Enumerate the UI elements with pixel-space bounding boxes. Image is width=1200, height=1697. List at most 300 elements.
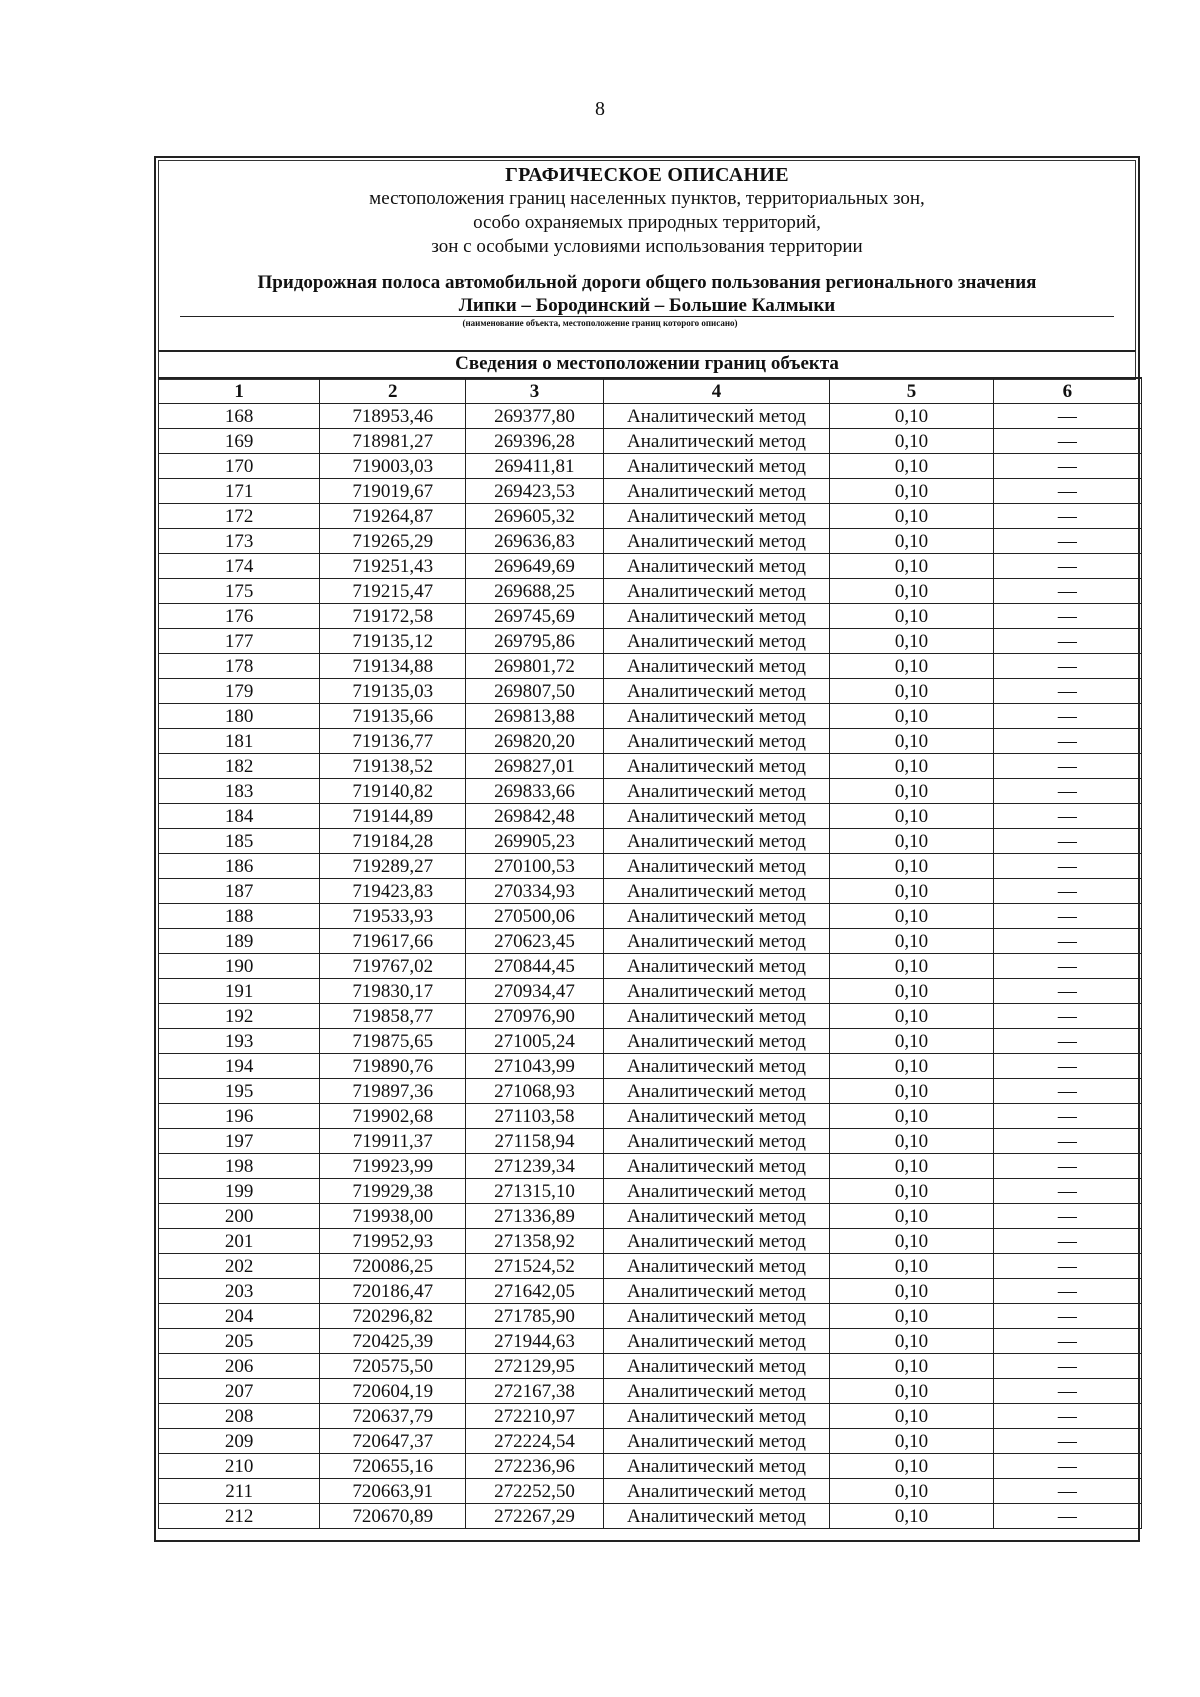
method-cell: Аналитический метод [603,754,830,779]
method-cell: Аналитический метод [603,1004,830,1029]
accuracy-cell: 0,10 [830,1154,993,1179]
point-number-cell: 193 [159,1029,320,1054]
table-row [159,1454,1142,1479]
x-coordinate-cell: 719184,28 [320,829,466,854]
accuracy-cell: 0,10 [830,704,993,729]
description-cell: — [993,704,1141,729]
point-number-cell: 177 [159,629,320,654]
x-coordinate-cell: 719830,17 [320,979,466,1004]
accuracy-cell: 0,10 [830,754,993,779]
description-cell: — [993,1504,1141,1529]
description-cell: — [993,729,1141,754]
y-coordinate-cell: 271239,34 [466,1154,603,1179]
accuracy-cell: 0,10 [830,929,993,954]
point-number-cell: 171 [159,479,320,504]
point-number-cell: 209 [159,1429,320,1454]
description-cell: — [993,579,1141,604]
method-cell: Аналитический метод [603,404,830,429]
description-cell: — [993,529,1141,554]
point-number-cell: 211 [159,1479,320,1504]
description-cell: — [993,829,1141,854]
object-name-underline [180,316,1114,317]
accuracy-cell: 0,10 [830,1079,993,1104]
table-row [159,629,1142,654]
point-number-cell: 168 [159,404,320,429]
description-cell: — [993,504,1141,529]
x-coordinate-cell: 719858,77 [320,1004,466,1029]
x-coordinate-cell: 719265,29 [320,529,466,554]
method-cell: Аналитический метод [603,1229,830,1254]
y-coordinate-cell: 270500,06 [466,904,603,929]
accuracy-cell: 0,10 [830,1229,993,1254]
accuracy-cell: 0,10 [830,504,993,529]
method-cell: Аналитический метод [603,929,830,954]
method-cell: Аналитический метод [603,1329,830,1354]
table-row [159,579,1142,604]
y-coordinate-cell: 271103,58 [466,1104,603,1129]
table-row [159,904,1142,929]
table-row [159,1104,1142,1129]
table-row [159,1279,1142,1304]
point-number-cell: 180 [159,704,320,729]
x-coordinate-cell: 719138,52 [320,754,466,779]
accuracy-cell: 0,10 [830,879,993,904]
point-number-cell: 198 [159,1154,320,1179]
table-row [159,979,1142,1004]
y-coordinate-cell: 269423,53 [466,479,603,504]
y-coordinate-cell: 271358,92 [466,1229,603,1254]
table-row [159,654,1142,679]
description-cell: — [993,754,1141,779]
table-row [159,829,1142,854]
description-cell: — [993,429,1141,454]
description-cell: — [993,1379,1141,1404]
description-cell: — [993,654,1141,679]
point-number-cell: 190 [159,954,320,979]
point-number-cell: 178 [159,654,320,679]
point-number-cell: 175 [159,579,320,604]
point-number-cell: 202 [159,1254,320,1279]
accuracy-cell: 0,10 [830,954,993,979]
method-cell: Аналитический метод [603,1454,830,1479]
method-cell: Аналитический метод [603,979,830,1004]
method-cell: Аналитический метод [603,1304,830,1329]
document-header [158,160,1136,380]
method-cell: Аналитический метод [603,479,830,504]
x-coordinate-cell: 720425,39 [320,1329,466,1354]
method-cell: Аналитический метод [603,1129,830,1154]
point-number-cell: 169 [159,429,320,454]
table-row [159,1204,1142,1229]
y-coordinate-cell: 270934,47 [466,979,603,1004]
accuracy-cell: 0,10 [830,1129,993,1154]
description-cell: — [993,1029,1141,1054]
table-body [159,404,1142,1529]
method-cell: Аналитический метод [603,1254,830,1279]
description-cell: — [993,404,1141,429]
table-row [159,1229,1142,1254]
description-cell: — [993,454,1141,479]
y-coordinate-cell: 270334,93 [466,879,603,904]
x-coordinate-cell: 719533,93 [320,904,466,929]
point-number-cell: 200 [159,1204,320,1229]
description-cell: — [993,1404,1141,1429]
table-row [159,1329,1142,1354]
accuracy-cell: 0,10 [830,1004,993,1029]
accuracy-cell: 0,10 [830,1404,993,1429]
table-row [159,479,1142,504]
method-cell: Аналитический метод [603,1354,830,1379]
point-number-cell: 183 [159,779,320,804]
x-coordinate-cell: 719135,12 [320,629,466,654]
description-cell: — [993,1129,1141,1154]
y-coordinate-cell: 269636,83 [466,529,603,554]
method-cell: Аналитический метод [603,654,830,679]
accuracy-cell: 0,10 [830,1329,993,1354]
x-coordinate-cell: 719019,67 [320,479,466,504]
description-cell: — [993,1154,1141,1179]
accuracy-cell: 0,10 [830,1479,993,1504]
description-cell: — [993,854,1141,879]
method-cell: Аналитический метод [603,1279,830,1304]
description-cell: — [993,1329,1141,1354]
accuracy-cell: 0,10 [830,579,993,604]
method-cell: Аналитический метод [603,529,830,554]
table-row [159,679,1142,704]
description-cell: — [993,879,1141,904]
x-coordinate-cell: 719136,77 [320,729,466,754]
method-cell: Аналитический метод [603,604,830,629]
y-coordinate-cell: 270976,90 [466,1004,603,1029]
table-row [159,1379,1142,1404]
method-cell: Аналитический метод [603,1429,830,1454]
object-name-caption: (наименование объекта, местоположение границ которого описано) [462,318,738,328]
method-cell: Аналитический метод [603,879,830,904]
description-cell: — [993,479,1141,504]
accuracy-cell: 0,10 [830,829,993,854]
x-coordinate-cell: 720296,82 [320,1304,466,1329]
method-cell: Аналитический метод [603,804,830,829]
accuracy-cell: 0,10 [830,1304,993,1329]
method-cell: Аналитический метод [603,1479,830,1504]
table-row [159,529,1142,554]
y-coordinate-cell: 269842,48 [466,804,603,829]
y-coordinate-cell: 269820,20 [466,729,603,754]
accuracy-cell: 0,10 [830,679,993,704]
method-cell: Аналитический метод [603,704,830,729]
description-cell: — [993,1079,1141,1104]
x-coordinate-cell: 719929,38 [320,1179,466,1204]
table-row [159,1479,1142,1504]
y-coordinate-cell: 269807,50 [466,679,603,704]
method-cell: Аналитический метод [603,1179,830,1204]
table-row [159,404,1142,429]
accuracy-cell: 0,10 [830,1104,993,1129]
point-number-cell: 207 [159,1379,320,1404]
point-number-cell: 212 [159,1504,320,1529]
accuracy-cell: 0,10 [830,1504,993,1529]
point-number-cell: 184 [159,804,320,829]
accuracy-cell: 0,10 [830,529,993,554]
y-coordinate-cell: 269833,66 [466,779,603,804]
table-row [159,454,1142,479]
x-coordinate-cell: 719144,89 [320,804,466,829]
description-cell: — [993,929,1141,954]
point-number-cell: 179 [159,679,320,704]
y-coordinate-cell: 269905,23 [466,829,603,854]
x-coordinate-cell: 719172,58 [320,604,466,629]
description-cell: — [993,1054,1141,1079]
y-coordinate-cell: 272236,96 [466,1454,603,1479]
method-cell: Аналитический метод [603,629,830,654]
accuracy-cell: 0,10 [830,629,993,654]
method-cell: Аналитический метод [603,454,830,479]
point-number-cell: 197 [159,1129,320,1154]
table-row [159,779,1142,804]
y-coordinate-cell: 271944,63 [466,1329,603,1354]
point-number-cell: 174 [159,554,320,579]
table-row [159,504,1142,529]
x-coordinate-cell: 719897,36 [320,1079,466,1104]
accuracy-cell: 0,10 [830,604,993,629]
description-cell: — [993,954,1141,979]
point-number-cell: 204 [159,1304,320,1329]
accuracy-cell: 0,10 [830,1179,993,1204]
accuracy-cell: 0,10 [830,1204,993,1229]
x-coordinate-cell: 719952,93 [320,1229,466,1254]
document-title: ГРАФИЧЕСКОЕ ОПИСАНИЕ [505,164,789,186]
point-number-cell: 191 [159,979,320,1004]
method-cell: Аналитический метод [603,1204,830,1229]
x-coordinate-cell: 720655,16 [320,1454,466,1479]
table-row [159,704,1142,729]
x-coordinate-cell: 718981,27 [320,429,466,454]
accuracy-cell: 0,10 [830,1454,993,1479]
accuracy-cell: 0,10 [830,1379,993,1404]
y-coordinate-cell: 269688,25 [466,579,603,604]
table-row [159,429,1142,454]
description-cell: — [993,1479,1141,1504]
table-row [159,729,1142,754]
point-number-cell: 182 [159,754,320,779]
table-row [159,1004,1142,1029]
accuracy-cell: 0,10 [830,1054,993,1079]
table-row [159,804,1142,829]
table-row [159,554,1142,579]
x-coordinate-cell: 719215,47 [320,579,466,604]
x-coordinate-cell: 720637,79 [320,1404,466,1429]
method-cell: Аналитический метод [603,429,830,454]
accuracy-cell: 0,10 [830,454,993,479]
accuracy-cell: 0,10 [830,1254,993,1279]
x-coordinate-cell: 719890,76 [320,1054,466,1079]
point-number-cell: 206 [159,1354,320,1379]
column-header: 2 [320,378,466,404]
point-number-cell: 195 [159,1079,320,1104]
table-row [159,954,1142,979]
y-coordinate-cell: 270100,53 [466,854,603,879]
method-cell: Аналитический метод [603,554,830,579]
column-header: 5 [830,378,993,404]
method-cell: Аналитический метод [603,1054,830,1079]
subtitle-line-2: особо охраняемых природных территорий, [473,212,821,233]
description-cell: — [993,1304,1141,1329]
point-number-cell: 196 [159,1104,320,1129]
description-cell: — [993,554,1141,579]
x-coordinate-cell: 719289,27 [320,854,466,879]
x-coordinate-cell: 720663,91 [320,1479,466,1504]
x-coordinate-cell: 719938,00 [320,1204,466,1229]
method-cell: Аналитический метод [603,1504,830,1529]
y-coordinate-cell: 269827,01 [466,754,603,779]
description-cell: — [993,1254,1141,1279]
point-number-cell: 192 [159,1004,320,1029]
y-coordinate-cell: 269605,32 [466,504,603,529]
y-coordinate-cell: 271336,89 [466,1204,603,1229]
y-coordinate-cell: 271785,90 [466,1304,603,1329]
description-cell: — [993,1104,1141,1129]
y-coordinate-cell: 270623,45 [466,929,603,954]
point-number-cell: 210 [159,1454,320,1479]
x-coordinate-cell: 719902,68 [320,1104,466,1129]
description-cell: — [993,1179,1141,1204]
accuracy-cell: 0,10 [830,479,993,504]
y-coordinate-cell: 272252,50 [466,1479,603,1504]
method-cell: Аналитический метод [603,1104,830,1129]
description-cell: — [993,1279,1141,1304]
point-number-cell: 205 [159,1329,320,1354]
table-row [159,1429,1142,1454]
method-cell: Аналитический метод [603,954,830,979]
table-row [159,1179,1142,1204]
table-row [159,1029,1142,1054]
subtitle-line-1: местоположения границ населенных пунктов, территориальных зон, [369,188,925,209]
y-coordinate-cell: 272129,95 [466,1354,603,1379]
table-row [159,1404,1142,1429]
y-coordinate-cell: 270844,45 [466,954,603,979]
x-coordinate-cell: 718953,46 [320,404,466,429]
y-coordinate-cell: 271068,93 [466,1079,603,1104]
x-coordinate-cell: 719003,03 [320,454,466,479]
point-number-cell: 173 [159,529,320,554]
subtitle-line-3: зон с особыми условиями использования территории [431,236,863,257]
y-coordinate-cell: 272267,29 [466,1504,603,1529]
description-cell: — [993,979,1141,1004]
accuracy-cell: 0,10 [830,1029,993,1054]
coordinates-table [158,377,1142,1529]
point-number-cell: 203 [159,1279,320,1304]
y-coordinate-cell: 269801,72 [466,654,603,679]
y-coordinate-cell: 271315,10 [466,1179,603,1204]
method-cell: Аналитический метод [603,1379,830,1404]
method-cell: Аналитический метод [603,1154,830,1179]
table-row [159,1354,1142,1379]
point-number-cell: 176 [159,604,320,629]
x-coordinate-cell: 719875,65 [320,1029,466,1054]
method-cell: Аналитический метод [603,679,830,704]
object-name-line-1: Придорожная полоса автомобильной дороги общего пользования регионального значения [257,272,1037,293]
x-coordinate-cell: 720086,25 [320,1254,466,1279]
method-cell: Аналитический метод [603,1404,830,1429]
method-cell: Аналитический метод [603,1029,830,1054]
accuracy-cell: 0,10 [830,404,993,429]
x-coordinate-cell: 719617,66 [320,929,466,954]
point-number-cell: 170 [159,454,320,479]
y-coordinate-cell: 271642,05 [466,1279,603,1304]
accuracy-cell: 0,10 [830,1429,993,1454]
y-coordinate-cell: 269411,81 [466,454,603,479]
table-row [159,1154,1142,1179]
point-number-cell: 194 [159,1054,320,1079]
y-coordinate-cell: 269745,69 [466,604,603,629]
description-cell: — [993,1454,1141,1479]
x-coordinate-cell: 719923,99 [320,1154,466,1179]
y-coordinate-cell: 271524,52 [466,1254,603,1279]
table-row [159,604,1142,629]
x-coordinate-cell: 719767,02 [320,954,466,979]
accuracy-cell: 0,10 [830,654,993,679]
table-header-row [159,378,1142,404]
y-coordinate-cell: 272167,38 [466,1379,603,1404]
description-cell: — [993,1204,1141,1229]
x-coordinate-cell: 720604,19 [320,1379,466,1404]
y-coordinate-cell: 271005,24 [466,1029,603,1054]
table-row [159,879,1142,904]
y-coordinate-cell: 272224,54 [466,1429,603,1454]
point-number-cell: 186 [159,854,320,879]
x-coordinate-cell: 719423,83 [320,879,466,904]
accuracy-cell: 0,10 [830,804,993,829]
x-coordinate-cell: 719140,82 [320,779,466,804]
description-cell: — [993,1004,1141,1029]
accuracy-cell: 0,10 [830,1354,993,1379]
y-coordinate-cell: 269795,86 [466,629,603,654]
table-row [159,754,1142,779]
description-cell: — [993,904,1141,929]
table-row [159,1504,1142,1529]
method-cell: Аналитический метод [603,1079,830,1104]
x-coordinate-cell: 720647,37 [320,1429,466,1454]
description-cell: — [993,629,1141,654]
table-row [159,929,1142,954]
accuracy-cell: 0,10 [830,1279,993,1304]
column-header: 1 [159,378,320,404]
x-coordinate-cell: 719134,88 [320,654,466,679]
column-header: 6 [993,378,1141,404]
table-row [159,1129,1142,1154]
description-cell: — [993,1354,1141,1379]
accuracy-cell: 0,10 [830,729,993,754]
method-cell: Аналитический метод [603,504,830,529]
accuracy-cell: 0,10 [830,779,993,804]
table-row [159,1054,1142,1079]
y-coordinate-cell: 269813,88 [466,704,603,729]
method-cell: Аналитический метод [603,829,830,854]
page-number: 8 [595,98,605,120]
point-number-cell: 201 [159,1229,320,1254]
x-coordinate-cell: 719135,03 [320,679,466,704]
table-row [159,1304,1142,1329]
x-coordinate-cell: 720186,47 [320,1279,466,1304]
point-number-cell: 181 [159,729,320,754]
accuracy-cell: 0,10 [830,429,993,454]
column-header: 4 [603,378,830,404]
column-header: 3 [466,378,603,404]
y-coordinate-cell: 269649,69 [466,554,603,579]
x-coordinate-cell: 720575,50 [320,1354,466,1379]
y-coordinate-cell: 271043,99 [466,1054,603,1079]
method-cell: Аналитический метод [603,579,830,604]
